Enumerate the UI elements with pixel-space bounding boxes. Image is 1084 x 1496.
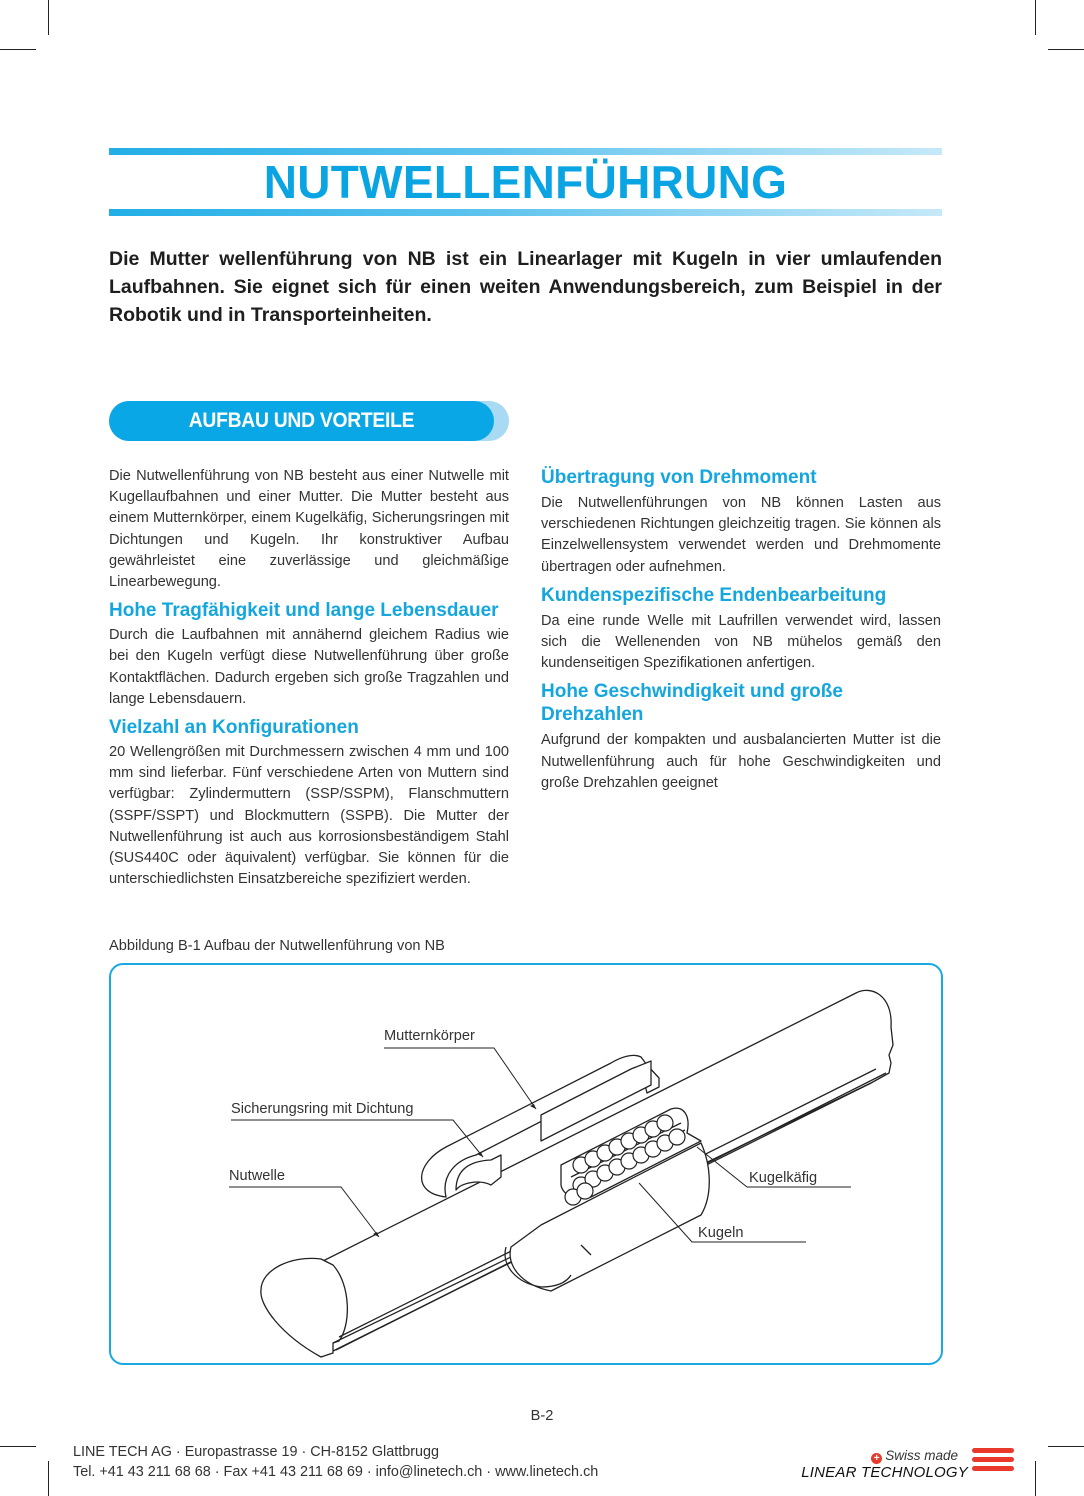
brand-name: LINEAR TECHNOLOGY — [801, 1464, 968, 1481]
crop-mark — [48, 0, 49, 35]
heading-custom-ends: Kundenspezifische Endenbearbeitung — [541, 584, 887, 606]
linear-technology-logo — [780, 1448, 1020, 1484]
heading-high-speed: Hohe Geschwindigkeit und große Drehzahlen — [541, 681, 843, 726]
title-rule-bottom — [109, 209, 942, 216]
figure-caption: Abbildung B-1 Aufbau der Nutwellenführung von NB — [109, 938, 445, 954]
text-torque: Die Nutwellenführungen von NB können Lasten aus verschiedenen Richtungen gleichzeitig tragen. Sie können als Einzelwellensystem verwendet werden und Drehmomente übertragen oder aufnehmen. — [541, 495, 941, 575]
heading-torque: Übertragung von Drehmoment — [541, 467, 817, 488]
section-heading-pill — [109, 401, 509, 441]
text-load-capacity: Durch die Laufbahnen mit annähernd gleichem Radius wie bei den Kugeln verfügt diese Nutwellenführung über große Kontaktflächen. Dadurch ergeben sich große Tragzahlen und lange Lebensdauern. — [109, 627, 509, 707]
heading-load-capacity: Hohe Tragfähigkeit und lange Lebensdauer — [109, 600, 499, 622]
callout-spline-shaft: Nutwelle — [229, 1168, 285, 1184]
title-rule-top — [109, 148, 942, 155]
callout-retaining-ring: Sicherungsring mit Dichtung — [231, 1101, 414, 1117]
callout-balls: Kugeln — [698, 1225, 744, 1241]
crop-mark — [1035, 0, 1036, 35]
ball-spline-diagram — [111, 965, 941, 1363]
swiss-made-text: Swiss made — [885, 1448, 958, 1463]
section-heading: AUFBAU UND VORTEILE — [188, 409, 415, 432]
crop-mark — [0, 49, 36, 50]
text-high-speed: Aufgrund der kompakten und ausbalancierten Mutter ist die Nutwellenführung auch für hohe Geschwindigkeiten und große Drehzahlen geeignet — [541, 732, 941, 791]
text-configurations: 20 Wellengrößen mit Durchmessern zwischen 4 mm und 100 mm sind lieferbar. Fünf verschiedene Arten von Muttern sind verfügbar: Zylindermuttern (SSP/SSPM), Flanschmuttern (SSPF/SSPT) und Blockmuttern (SSPB). Die Mutter der Nutwellenführung ist auch aus korrosionsbeständigem Stahl (SUS440C oder äquivalent) verfügbar. Sie können für die unterschiedlichsten Einsatzbereiche spezifiziert werden. — [109, 744, 509, 888]
title-band — [109, 148, 942, 216]
callout-ball-cage: Kugelkäfig — [749, 1170, 818, 1186]
figure-frame — [109, 963, 943, 1365]
callout-nut-body: Mutternkörper — [384, 1028, 475, 1044]
crop-mark — [0, 1446, 36, 1447]
logo-bars-icon — [972, 1448, 1014, 1475]
footer-address: LINE TECH AG · Europastrasse 19 · CH-8152 Glattbrugg — [73, 1444, 440, 1460]
right-column — [541, 466, 941, 794]
text-custom-ends: Da eine runde Welle mit Laufrillen verwendet wird, lassen sich die Wellenenden von NB mühelos gemäß den kundenseitigen Spezifikationen anfertigen. — [541, 612, 941, 672]
footer-contact: Tel. +41 43 211 68 68 · Fax +41 43 211 68 69 · info@linetech.ch · www.linetech.ch — [73, 1464, 599, 1480]
left-intro-text: Die Nutwellenführung von NB besteht aus einer Nutwelle mit Kugellaufbahnen und einer Mutter. Die Mutter besteht aus einem Mutternkörper, einem Kugelkäfig, Sicherungsringen mit Dichtungen und Kugeln. Ihr konstruktiver Aufbau gewährleistet eine zuverlässige und gleichmäßige Linearbewegung. — [109, 468, 509, 591]
page-title: NUTWELLENFÜHRUNG — [263, 156, 788, 208]
crop-mark — [1048, 1446, 1084, 1447]
left-column — [109, 466, 509, 890]
crop-mark — [1035, 1461, 1036, 1496]
swiss-cross-icon: + — [871, 1453, 882, 1464]
swiss-made-label — [871, 1448, 958, 1464]
heading-configurations: Vielzahl an Konfigurationen — [109, 717, 359, 739]
crop-mark — [48, 1461, 49, 1496]
crop-mark — [1048, 49, 1084, 50]
page-number: B-2 — [530, 1408, 554, 1424]
intro-paragraph: Die Mutter wellenführung von NB ist ein Linearlager mit Kugeln in vier umlaufenden Laufbahnen. Sie eignet sich für einen weiten Anwendungsbereich, zum Beispiel in der Robotik und in Transporteinheiten. — [109, 248, 942, 326]
